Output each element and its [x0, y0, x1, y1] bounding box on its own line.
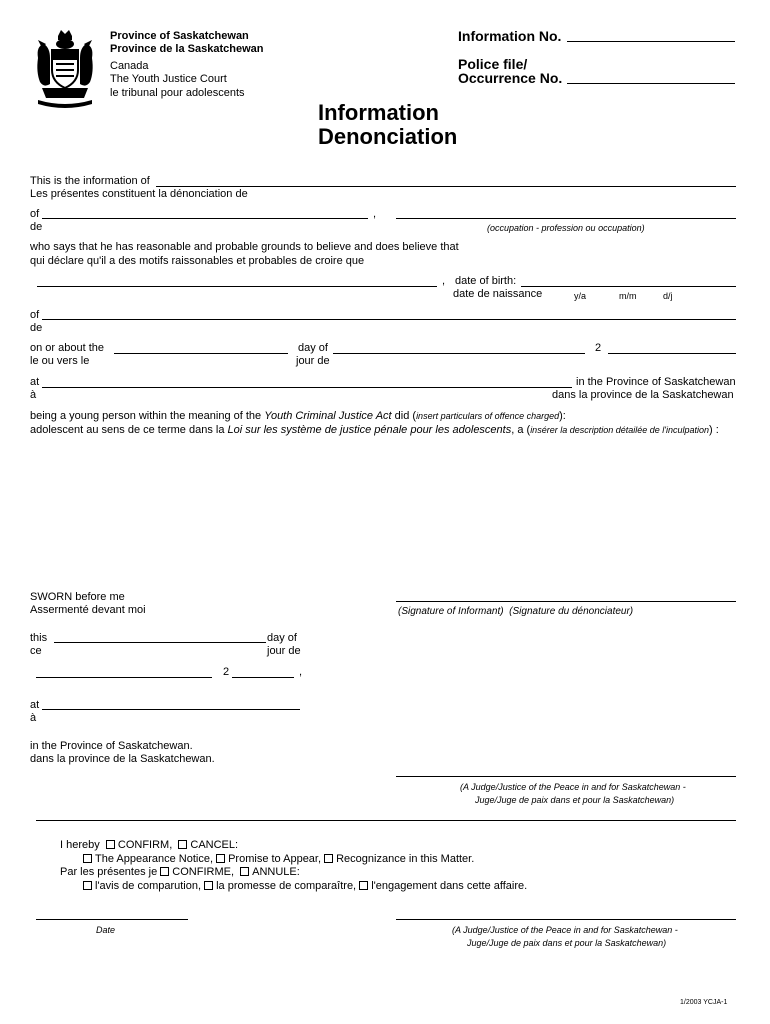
dob-dj: d/j — [663, 291, 673, 301]
young-person-name-field[interactable] — [37, 286, 437, 287]
confirm-judge-note-1: (A Judge/Justice of the Peace in and for Saskatchewan - — [452, 925, 678, 935]
this-label: this — [30, 632, 48, 644]
sworn-place-field[interactable] — [42, 709, 300, 710]
occupation-note: (occupation - profession ou occupation) — [487, 223, 645, 233]
documents-fr-line: l'avis de comparution, la promesse de comparaître, l'engagement dans cette affaire. — [83, 880, 527, 893]
confirm-judge-note-2: Juge/Juge de paix dans et pour la Saskatchewan) — [467, 938, 667, 948]
sworn-at: at — [30, 699, 40, 711]
dob-mm: m/m — [619, 291, 637, 301]
form-code: 1/2003 YCJA-1 — [680, 999, 728, 1006]
offence-place-field[interactable] — [42, 387, 572, 388]
promise-to-appear-checkbox[interactable] — [216, 854, 225, 863]
province-en: Province of Saskatchewan — [110, 30, 249, 42]
young-person-address-field[interactable] — [42, 319, 736, 320]
confirm-checkbox[interactable] — [106, 840, 115, 849]
court-en: The Youth Justice Court — [110, 73, 227, 85]
court-fr: le tribunal pour adolescents — [110, 87, 245, 99]
comma: , — [373, 208, 377, 220]
confirme-checkbox[interactable] — [160, 867, 169, 876]
informant-signature-field[interactable] — [396, 601, 736, 602]
of-label-2: of — [30, 309, 40, 321]
on-about-en: on or about the — [30, 342, 105, 354]
info-of-fr: Les présentes constituent la dénonciation de — [30, 188, 248, 200]
a-label: à — [30, 389, 37, 401]
day-of-fr: jour de — [296, 355, 330, 367]
sworn-in-province-fr: dans la province de la Saskatchewan. — [30, 753, 215, 765]
dob-fr: date de naissance — [453, 288, 543, 300]
province-fr: Province de la Saskatchewan — [110, 43, 264, 55]
year-prefix: 2 — [595, 342, 602, 354]
sworn-day-of-fr: jour de — [267, 645, 301, 657]
young-person-en: being a young person within the meaning of the Youth Criminal Justice Act did (insert particulars of offence charged): — [30, 410, 566, 422]
judge-signature-field[interactable] — [396, 776, 736, 777]
sworn-day-field[interactable] — [54, 642, 266, 643]
sworn-month-field[interactable] — [36, 677, 212, 678]
title-fr: Denonciation — [318, 124, 458, 149]
confirm-judge-signature-field[interactable] — [396, 919, 736, 920]
section-divider — [36, 820, 736, 821]
in-province-en: in the Province of Saskatchewan — [576, 376, 736, 388]
says-en: who says that he has reasonable and probable grounds to believe and does believe that — [30, 241, 459, 253]
engagement-checkbox[interactable] — [359, 881, 368, 890]
sworn-a: à — [30, 712, 37, 724]
offence-year-field[interactable] — [608, 353, 736, 354]
documents-en-line: The Appearance Notice, Promise to Appear, Recognizance in this Matter. — [83, 853, 474, 866]
informant-name-field[interactable] — [156, 186, 736, 187]
sworn-year-field[interactable] — [232, 677, 294, 678]
sworn-comma: , — [299, 666, 303, 678]
occupation-field[interactable] — [396, 218, 736, 219]
hereby-line: I hereby CONFIRM, CANCEL: — [60, 839, 239, 851]
confirm-date-field[interactable] — [36, 919, 188, 920]
offence-month-field[interactable] — [333, 353, 585, 354]
sworn-day-of-en: day of — [267, 632, 297, 644]
of-label: of — [30, 208, 40, 220]
police-file-label: Police file/ — [458, 56, 528, 72]
ce-label: ce — [30, 645, 42, 657]
in-province-fr: dans la province de la Saskatchewan — [552, 389, 734, 401]
sworn-year-prefix: 2 — [223, 666, 230, 678]
dob-ya: y/a — [574, 291, 587, 301]
dob-en: date of birth: — [455, 275, 517, 287]
day-of-en: day of — [298, 342, 328, 354]
saskatchewan-coat-of-arms-icon — [34, 28, 96, 108]
de-label-2: de — [30, 322, 43, 334]
judge-note-1: (A Judge/Justice of the Peace in and for Saskatchewan - — [460, 782, 686, 792]
occurrence-no-field[interactable] — [567, 83, 735, 84]
appearance-notice-checkbox[interactable] — [83, 854, 92, 863]
informant-address-field[interactable] — [42, 218, 368, 219]
sworn-fr: Assermenté devant moi — [30, 604, 146, 616]
de-label: de — [30, 221, 43, 233]
says-fr: qui déclare qu'il a des motifs raissonables et probables de croire que — [30, 255, 365, 267]
signature-informant-note: (Signature of Informant) (Signature du dénonciateur) — [398, 606, 634, 617]
avis-comparution-checkbox[interactable] — [83, 881, 92, 890]
date-label: Date — [96, 925, 116, 935]
at-label: at — [30, 376, 40, 388]
occurrence-no-label: Occurrence No. — [458, 70, 563, 86]
offence-particulars-area[interactable] — [30, 442, 736, 582]
on-about-fr: le ou vers le — [30, 355, 90, 367]
information-no-field[interactable] — [567, 41, 735, 42]
dob-field[interactable] — [521, 286, 736, 287]
title-en: Information — [318, 100, 439, 125]
sworn-in-province-en: in the Province of Saskatchewan. — [30, 740, 193, 752]
information-no-label: Information No. — [458, 28, 562, 44]
annule-checkbox[interactable] — [240, 867, 249, 876]
judge-note-2: Juge/Juge de paix dans et pour la Saskatchewan) — [475, 795, 675, 805]
country: Canada — [110, 60, 149, 72]
sworn-en: SWORN before me — [30, 591, 125, 603]
young-person-fr: adolescent au sens de ce terme dans la Loi sur les système de justice pénale pour les adolescents, a (insérer la description détailée de l'inculpation) : — [30, 424, 719, 436]
info-of-en: This is the information of — [30, 175, 150, 187]
promesse-checkbox[interactable] — [204, 881, 213, 890]
recognizance-checkbox[interactable] — [324, 854, 333, 863]
comma-2: , — [442, 275, 446, 287]
cancel-checkbox[interactable] — [178, 840, 187, 849]
par-les-line: Par les présentes je CONFIRME, ANNULE: — [60, 866, 300, 878]
offence-day-field[interactable] — [114, 353, 288, 354]
